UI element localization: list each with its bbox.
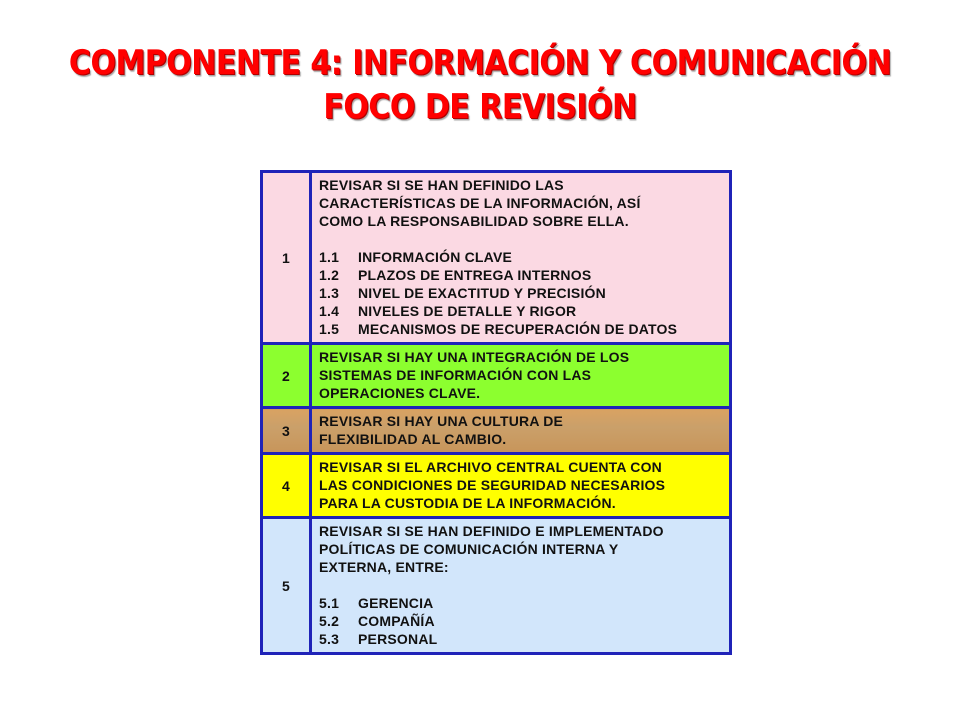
slide-title: COMPONENTE 4: INFORMACIÓN Y COMUNICACIÓN (68, 43, 892, 84)
row-description (311, 172, 731, 344)
sub-item-label: GERENCIA (358, 595, 434, 611)
sub-item-label: PERSONAL (358, 631, 438, 647)
row-text: REVISAR SI SE HAN DEFINIDO E IMPLEMENTADO POLÍTICAS DE COMUNICACIÓN INTERNA Y EXTERNA, ENTRE: (319, 523, 664, 575)
row-number: 1 (262, 172, 311, 344)
list-item (319, 612, 725, 630)
sub-item-number: 1.2 (319, 267, 340, 283)
sub-item-label: INFORMACIÓN CLAVE (358, 249, 513, 265)
row-description (311, 454, 731, 518)
list-item (319, 594, 725, 612)
list-item (319, 248, 725, 266)
sub-item-number: 1.1 (319, 249, 340, 265)
row-text: REVISAR SI EL ARCHIVO CENTRAL CUENTA CON LAS CONDICIONES DE SEGURIDAD NECESARIOS PARA LA CUSTODIA DE LA INFORMACIÓN. (319, 459, 666, 511)
row-number: 2 (262, 344, 311, 408)
list-item (319, 284, 725, 302)
sub-item-label: NIVELES DE DETALLE Y RIGOR (358, 303, 577, 319)
row-number: 4 (262, 454, 311, 518)
row-text: REVISAR SI SE HAN DEFINIDO LAS CARACTERÍSTICAS DE LA INFORMACIÓN, ASÍ COMO LA RESPONSABILIDAD SOBRE ELLA. (319, 177, 641, 229)
list-item (319, 302, 725, 320)
table-row-4 (262, 454, 731, 518)
sub-item-number: 5.1 (319, 595, 340, 611)
slide-subtitle: FOCO DE REVISIÓN (323, 87, 637, 128)
list-item (319, 320, 725, 338)
table-row-3 (262, 408, 731, 454)
row-number: 3 (262, 408, 311, 454)
sub-item-list (319, 594, 725, 648)
row-text: REVISAR SI HAY UNA CULTURA DE FLEXIBILIDAD AL CAMBIO. (319, 413, 564, 447)
sub-item-number: 1.3 (319, 285, 340, 301)
row-description (311, 518, 731, 654)
row-description (311, 408, 731, 454)
sub-item-number: 5.3 (319, 631, 340, 647)
table-row-1 (262, 172, 731, 344)
row-description (311, 344, 731, 408)
list-item (319, 630, 725, 648)
review-focus-table (260, 170, 732, 655)
table-row-5 (262, 518, 731, 654)
sub-item-number: 1.4 (319, 303, 340, 319)
sub-item-list (319, 248, 725, 338)
sub-item-number: 1.5 (319, 321, 340, 337)
row-text: REVISAR SI HAY UNA INTEGRACIÓN DE LOS SISTEMAS DE INFORMACIÓN CON LAS OPERACIONES CLAVE. (319, 349, 630, 401)
sub-item-label: PLAZOS DE ENTREGA INTERNOS (358, 267, 592, 283)
sub-item-label: MECANISMOS DE RECUPERACIÓN DE DATOS (358, 321, 678, 337)
table-row-2 (262, 344, 731, 408)
sub-item-label: COMPAÑÍA (358, 613, 435, 629)
row-number: 5 (262, 518, 311, 654)
sub-item-number: 5.2 (319, 613, 340, 629)
list-item (319, 266, 725, 284)
sub-item-label: NIVEL DE EXACTITUD Y PRECISIÓN (358, 285, 606, 301)
